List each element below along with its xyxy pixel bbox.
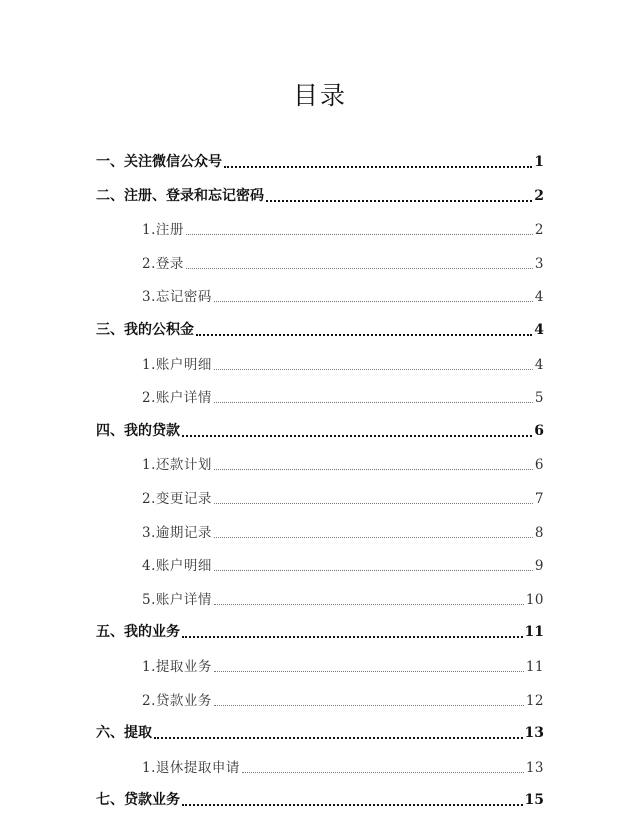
toc-entry-title: 2.登录 [142, 255, 184, 272]
dot-leader [242, 772, 524, 773]
dot-leader [214, 705, 524, 706]
toc-section-entry[interactable] [0, 487, 544, 509]
toc-section-entry[interactable] [0, 689, 544, 711]
toc-section-entry[interactable] [0, 554, 544, 576]
toc-page-number: 8 [534, 524, 544, 541]
toc-page-number: 13 [525, 759, 544, 776]
toc-page-number: 2 [534, 222, 544, 239]
toc-entry-title: 三、我的公积金 [96, 322, 194, 338]
toc-page-number: 5 [534, 390, 544, 407]
dot-leader [214, 604, 524, 605]
dot-leader [196, 334, 532, 336]
dot-leader [266, 200, 532, 202]
dot-leader [214, 469, 533, 470]
toc-entry-title: 五、我的业务 [96, 624, 180, 641]
toc-entry-title: 3.逾期记录 [142, 524, 212, 541]
toc-entry-title: 1.退休提取申请 [142, 759, 240, 776]
toc-page-number: 3 [534, 255, 544, 272]
dot-leader [214, 301, 533, 302]
page-title: 目录 [292, 81, 347, 110]
dot-leader [182, 435, 532, 437]
toc-entry-title: 2.账户详情 [142, 390, 212, 407]
toc-entry-title: 四、我的贷款 [96, 422, 180, 439]
toc-chapter-entry[interactable] [0, 621, 544, 643]
toc-entry-title: 2.变更记录 [142, 491, 212, 507]
toc-section-entry[interactable] [0, 386, 544, 408]
dot-leader [154, 737, 523, 739]
toc-page-number: 2 [534, 187, 544, 204]
dot-leader [224, 166, 532, 168]
dot-leader [186, 268, 533, 269]
dot-leader [214, 570, 533, 571]
toc-section-entry[interactable] [0, 588, 544, 610]
toc-section-entry[interactable] [0, 756, 544, 778]
toc-chapter-entry[interactable] [0, 185, 544, 207]
toc-entry-title: 一、关注微信公众号 [96, 154, 222, 170]
dot-leader [214, 537, 533, 538]
toc-section-entry[interactable] [0, 285, 544, 307]
toc-page-number: 6 [534, 457, 544, 474]
toc-page-number: 15 [524, 792, 544, 809]
toc-entry-title: 二、注册、登录和忘记密码 [96, 187, 264, 204]
toc-chapter-entry[interactable] [0, 722, 544, 744]
dot-leader [182, 636, 523, 638]
toc-section-entry[interactable] [0, 655, 544, 677]
toc-section-entry[interactable] [0, 453, 544, 475]
toc-page-number: 6 [534, 422, 544, 439]
toc-page-number: 4 [534, 356, 544, 373]
toc-page-number: 11 [524, 624, 544, 641]
dot-leader [182, 804, 523, 806]
toc-page-number: 11 [525, 659, 544, 675]
toc-section-entry[interactable] [0, 521, 544, 543]
toc-chapter-entry[interactable] [0, 420, 544, 442]
toc-chapter-entry[interactable] [0, 789, 544, 811]
toc-section-entry[interactable] [0, 353, 544, 375]
toc-entry-title: 六、提取 [96, 725, 152, 742]
toc-page-number: 10 [525, 591, 544, 608]
toc-entry-title: 1.注册 [142, 222, 184, 239]
toc-chapter-entry[interactable] [0, 319, 544, 341]
toc-page-number: 13 [524, 725, 544, 742]
toc-chapter-entry[interactable] [0, 151, 544, 173]
toc-page-number: 4 [534, 289, 544, 306]
toc-section-entry[interactable] [0, 218, 544, 240]
dot-leader [214, 402, 533, 403]
toc-page-number: 1 [534, 154, 544, 170]
toc-section-entry[interactable] [0, 252, 544, 274]
toc-entry-title: 1.账户明细 [142, 356, 212, 373]
dot-leader [214, 671, 524, 672]
toc-entry-title: 1.还款计划 [142, 457, 212, 474]
dot-leader [214, 369, 533, 370]
dot-leader [186, 234, 533, 235]
toc-page-number: 12 [525, 692, 544, 709]
toc-entry-title: 3.忘记密码 [142, 289, 212, 306]
dot-leader [214, 503, 533, 504]
toc-page-number: 4 [534, 322, 544, 338]
toc-page-number: 9 [534, 558, 544, 575]
toc-entry-title: 4.账户明细 [142, 558, 212, 575]
toc-entry-title: 5.账户详情 [142, 591, 212, 608]
toc-entry-title: 2.贷款业务 [142, 692, 212, 709]
toc-page-number: 7 [534, 491, 544, 507]
toc-entry-title: 1.提取业务 [142, 659, 212, 675]
toc-entry-title: 七、贷款业务 [96, 792, 180, 809]
